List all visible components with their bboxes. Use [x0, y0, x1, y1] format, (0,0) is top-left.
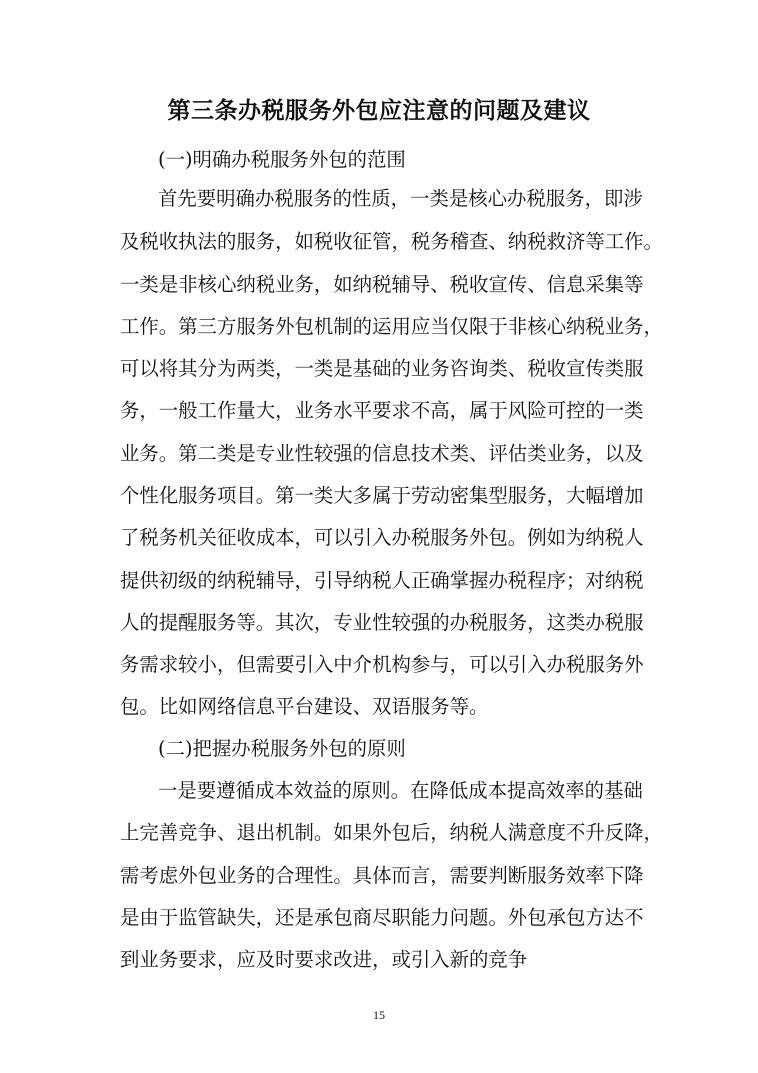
body-line: 首先要明确办税服务的性质，一类是核心办税服务，即涉 [158, 187, 643, 210]
body-line: 及税收执法的服务，如税收征管，税务稽查、纳税救济等工作。 [120, 230, 663, 253]
body-line: 了税务机关征收成本，可以引入办税服务外包。例如为纳税人 [120, 526, 644, 549]
page-title: 第三条办税服务外包应注意的问题及建议 [167, 97, 591, 124]
body-line: 上完善竞争、退出机制。如果外包后，纳税人满意度不升反降， [120, 821, 663, 844]
body-line: 人的提醒服务等。其次，专业性较强的办税服务，这类办税服 [120, 611, 644, 634]
page-number: 15 [373, 1008, 385, 1022]
body-line: 是由于监管缺失，还是承包商尽职能力问题。外包承包方达不 [120, 906, 644, 929]
body-line: 提供初级的纳税辅导，引导纳税人正确掌握办税程序；对纳税 [120, 569, 644, 592]
body-line: 一是要遵循成本效益的原则。在降低成本提高效率的基础 [158, 779, 643, 802]
body-line: 务，一般工作量大，业务水平要求不高，属于风险可控的一类 [120, 399, 644, 422]
body-line: 到业务要求，应及时要求改进，或引入新的竞争 [120, 948, 528, 971]
body-line: 可以将其分为两类，一类是基础的业务咨询类、税收宣传类服 [120, 357, 644, 380]
body-line: 需考虑外包业务的合理性。具体而言，需要判断服务效率下降 [120, 864, 644, 887]
body-line: 务需求较小，但需要引入中介机构参与，可以引入办税服务外 [120, 653, 644, 676]
body-line: 包。比如网络信息平台建设、双语服务等。 [120, 695, 489, 718]
section-heading-1: (一)明确办税服务外包的范围 [158, 148, 406, 171]
body-line: 一类是非核心纳税业务，如纳税辅导、税收宣传、信息采集等 [120, 273, 644, 296]
section-heading-2: (二)把握办税服务外包的原则 [158, 737, 406, 760]
body-line: 个性化服务项目。第一类大多属于劳动密集型服务，大幅增加 [120, 484, 644, 507]
body-line: 工作。第三方服务外包机制的运用应当仅限于非核心纳税业务， [120, 315, 663, 338]
body-line: 业务。第二类是专业性较强的信息技术类、评估类业务，以及 [120, 442, 644, 465]
